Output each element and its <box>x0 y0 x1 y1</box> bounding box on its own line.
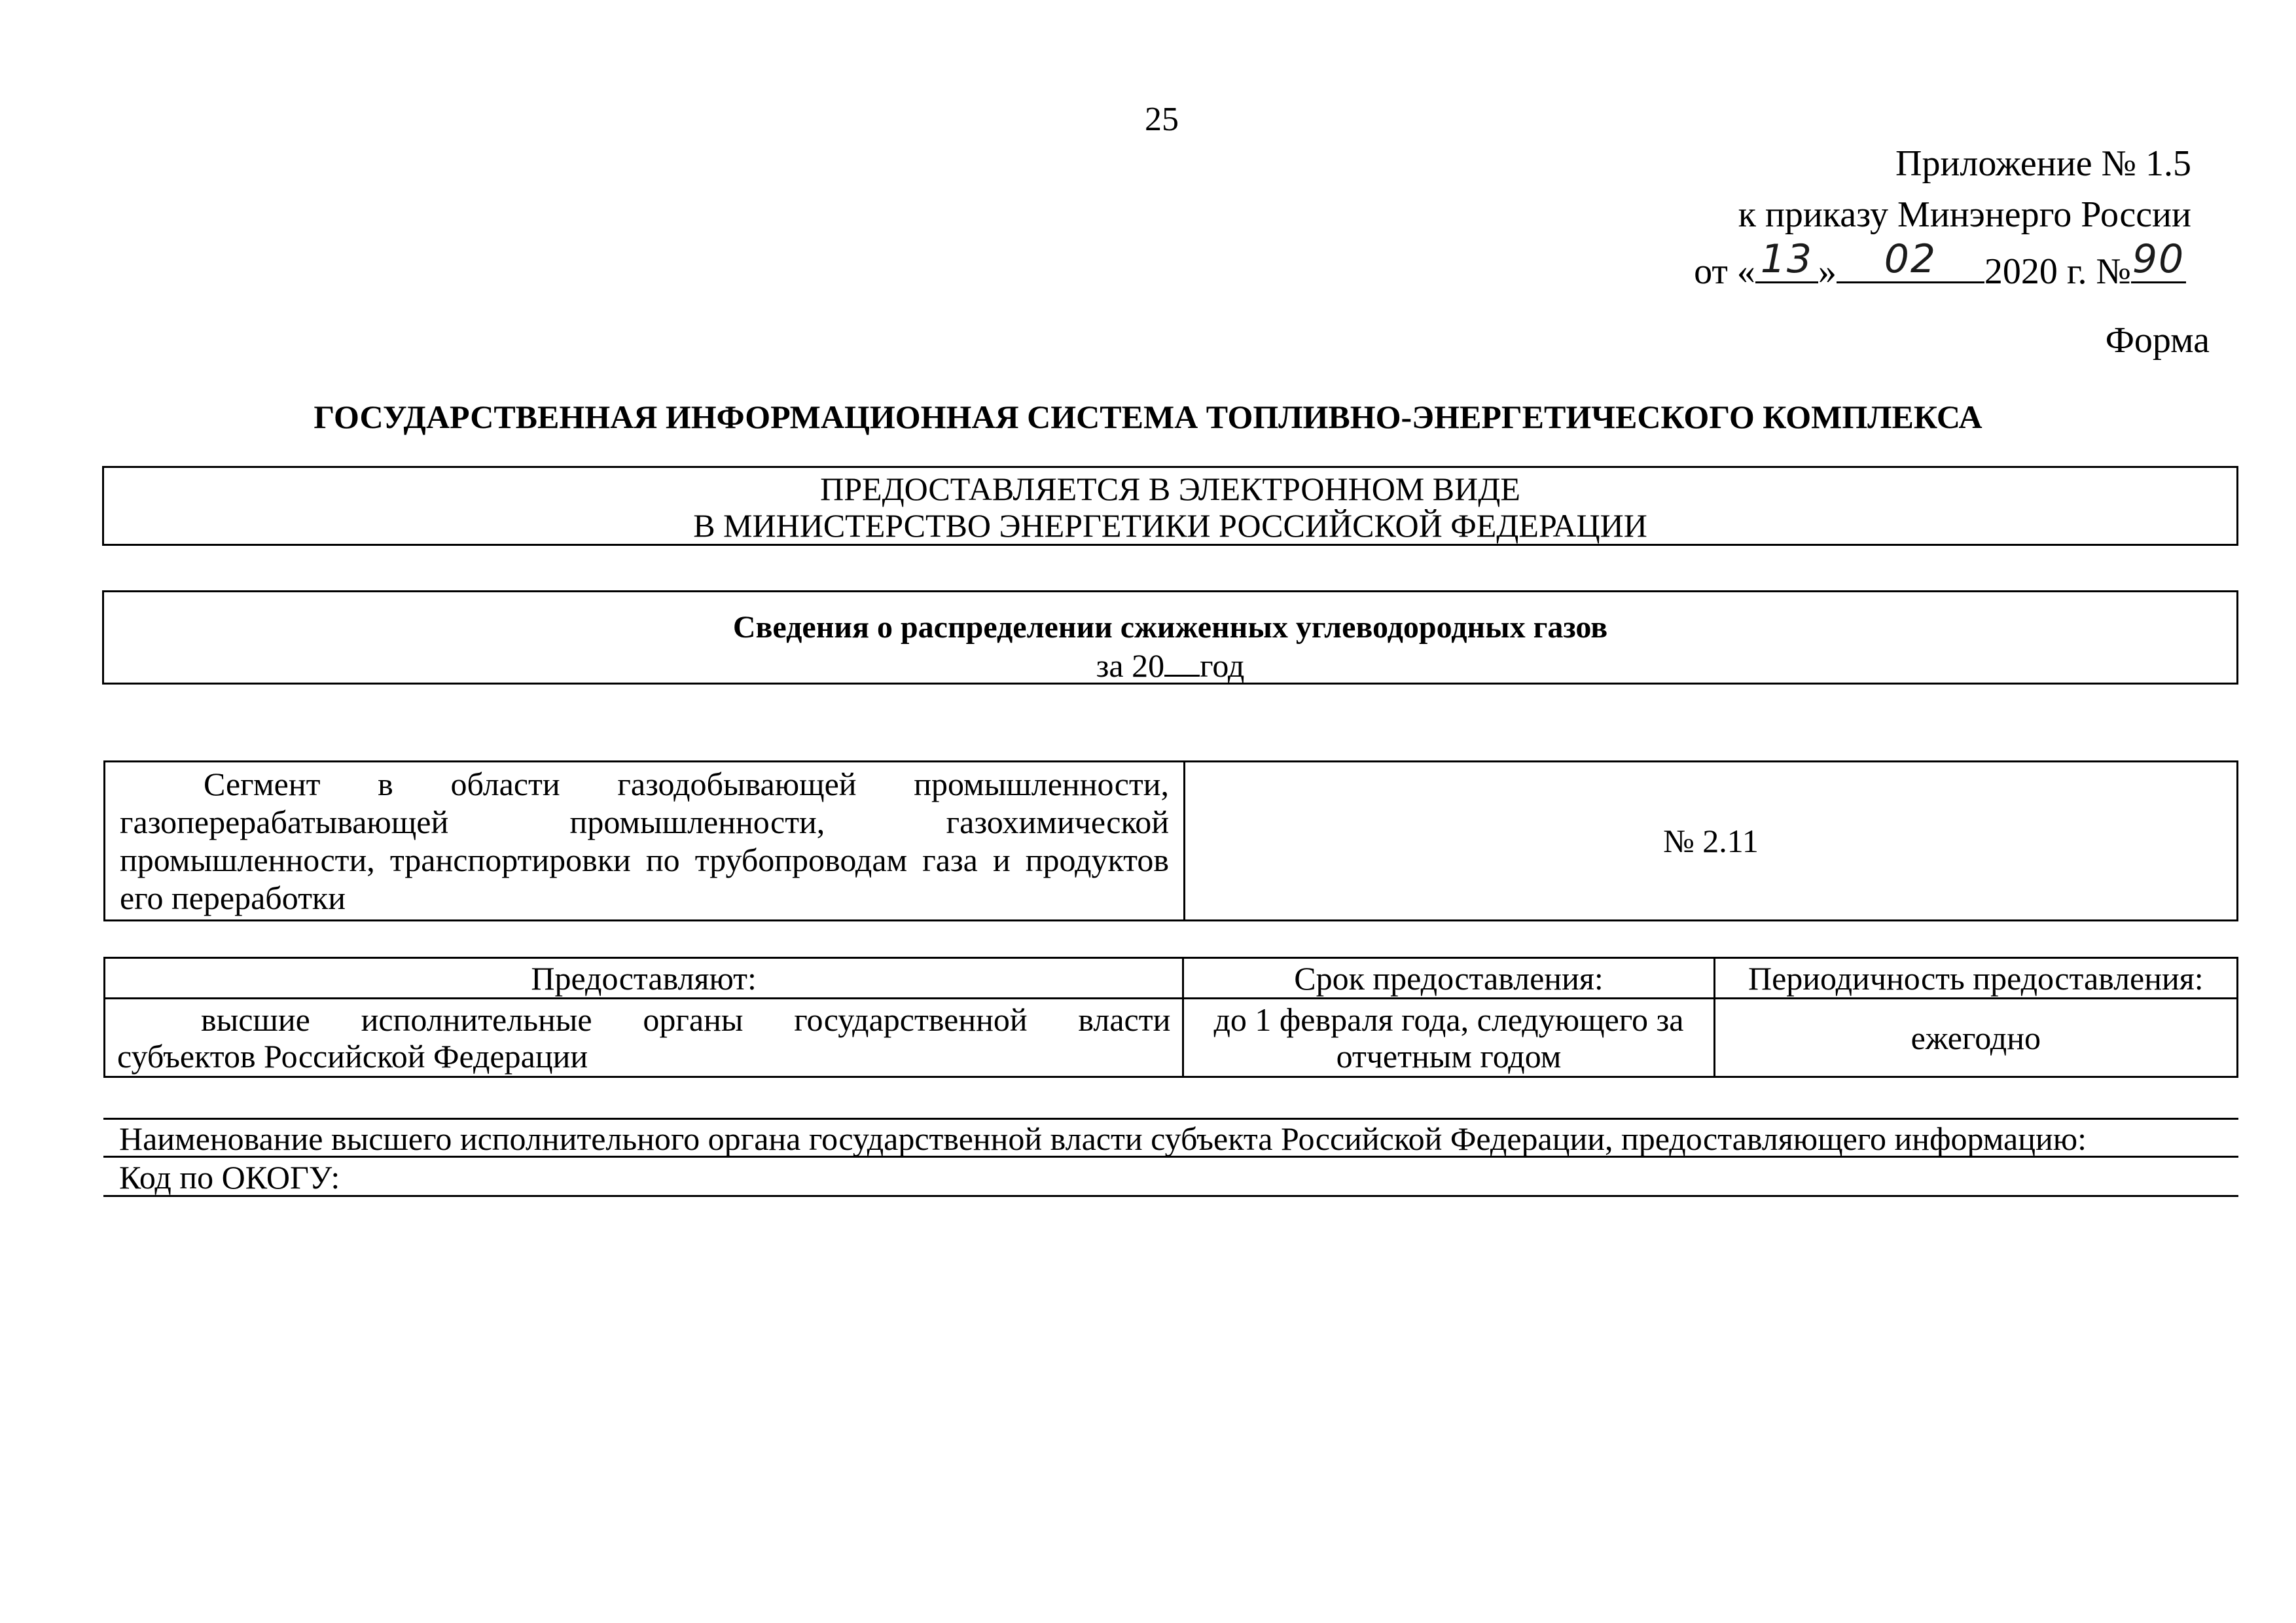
deadline-line-2: отчетным годом <box>1336 1037 1562 1075</box>
cell-providers <box>105 999 1183 1077</box>
okogu-field-line[interactable] <box>103 1195 2238 1197</box>
report-period-prefix: за 20 <box>1096 647 1165 684</box>
system-title: ГОСУДАРСТВЕННАЯ ИНФОРМАЦИОННАЯ СИСТЕМА ТОПЛИВНО-ЭНЕРГЕТИЧЕСКОГО КОМПЛЕКСА <box>314 399 1982 435</box>
report-period-suffix: год <box>1200 647 1245 684</box>
authority-name-label: Наименование высшего исполнительного органа государственной власти субъекта Российской Федерации, предоставляющего информацию: <box>119 1120 2087 1157</box>
segment-line-3: промышленности, транспортировки по трубопроводам газа и продуктов <box>120 842 1169 878</box>
month-field <box>1837 236 1984 283</box>
providers-line-2: субъектов Российской Федерации <box>117 1037 588 1075</box>
submission-line-1: ПРЕДОСТАВЛЯЕТСЯ В ЭЛЕКТРОННОМ ВИДЕ <box>820 471 1520 507</box>
appendix-order-reference: к приказу Минэнерго России <box>1738 194 2191 235</box>
segment-line-2: газоперерабатывающей промышленности, газохимической <box>120 804 1169 840</box>
header-providers: Предоставляют: <box>105 958 1183 999</box>
date-quote-close: » <box>1818 251 1837 292</box>
segment-description <box>105 762 1185 921</box>
segment-row <box>105 762 2238 921</box>
form-label: Форма <box>2105 320 2210 361</box>
segment-line-4: его переработки <box>120 880 346 916</box>
cell-frequency: ежегодно <box>1714 999 2237 1077</box>
year-and-number-label: 2020 г. № <box>1984 251 2131 292</box>
month-handwritten: 02 <box>1884 236 1937 282</box>
segment-line-1: Сегмент в области газодобывающей промышленности, <box>204 766 1169 802</box>
report-period <box>104 646 2236 684</box>
providers-line-1: высшие исполнительные органы государственной власти <box>201 1001 1171 1038</box>
order-number-handwritten: 90 <box>2132 236 2185 282</box>
provision-data-row <box>105 999 2238 1077</box>
report-title: Сведения о распределении сжиженных углеводородных газов <box>732 610 1608 645</box>
day-field <box>1755 236 1818 283</box>
segment-code: № 2.11 <box>1185 762 2238 921</box>
submission-line-2: В МИНИСТЕРСТВО ЭНЕРГЕТИКИ РОССИЙСКОЙ ФЕДЕРАЦИИ <box>693 507 1647 544</box>
report-title-box <box>102 590 2238 685</box>
authority-name-field-line[interactable] <box>103 1156 2238 1158</box>
year-blank-field <box>1164 646 1200 677</box>
provision-table <box>103 957 2238 1078</box>
order-number-field <box>2131 236 2186 283</box>
submission-box <box>102 466 2238 546</box>
appendix-order-date <box>1694 236 2186 296</box>
info-divider-top <box>103 1118 2238 1120</box>
appendix-number: Приложение № 1.5 <box>1895 143 2191 184</box>
segment-table <box>103 760 2238 921</box>
okogu-label: Код по ОКОГУ: <box>119 1159 340 1196</box>
date-prefix: от « <box>1694 251 1755 292</box>
cell-deadline <box>1183 999 1714 1077</box>
page-number: 25 <box>1145 101 1179 138</box>
header-deadline: Срок предоставления: <box>1183 958 1714 999</box>
deadline-line-1: до 1 февраля года, следующего за <box>1213 1001 1684 1038</box>
header-frequency: Периодичность предоставления: <box>1714 958 2237 999</box>
day-handwritten: 13 <box>1760 236 1814 282</box>
provision-header-row <box>105 958 2238 999</box>
